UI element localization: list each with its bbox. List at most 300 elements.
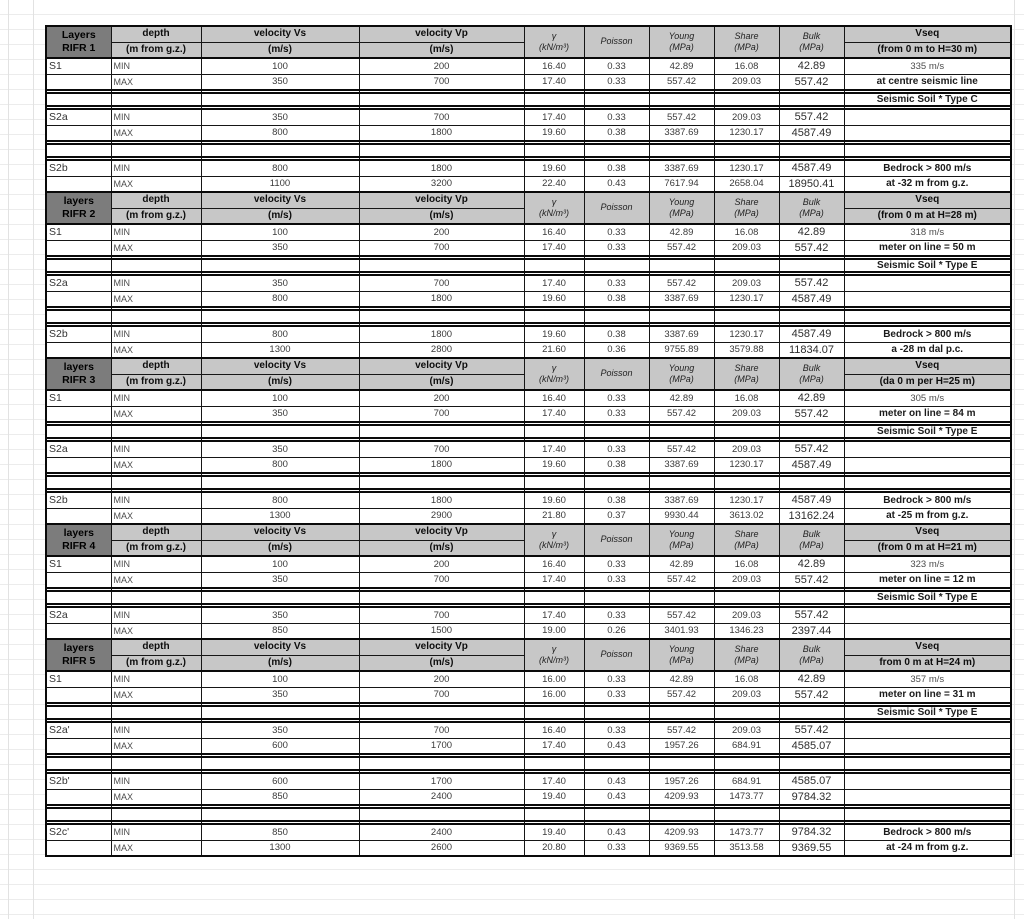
poisson-value-cell: 0.33 [584,572,649,588]
bulk-label: Bulk [802,362,821,373]
mpa-unit: (MPa) [734,655,759,665]
vs-value-cell: 350 [201,275,359,291]
blank-cell [359,93,524,106]
vs-value-cell: 100 [201,224,359,240]
min-max-cell: MAX [111,687,201,703]
header-vseq: Vseq [844,26,1011,42]
young-value-cell: 557.42 [649,109,714,125]
bulk-label: Bulk [802,196,821,207]
table-row [46,291,1011,307]
layer-name-cell [46,342,111,358]
vp-value-cell: 2400 [359,824,524,840]
table-row [46,671,1011,687]
share-value-cell: 209.03 [714,572,779,588]
table-row [46,824,1011,840]
share-value-cell: 209.03 [714,607,779,623]
bulk-value-cell: 4587.49 [779,160,844,176]
vseq-note-cell [844,738,1011,754]
table-row [46,160,1011,176]
blank-cell [584,757,649,770]
blank-cell [649,425,714,438]
blank-row [46,706,1011,719]
table-row [46,58,1011,74]
header-share [714,639,779,671]
young-value-cell: 557.42 [649,687,714,703]
poisson-value-cell: 0.26 [584,623,649,639]
vseq-note-cell [844,275,1011,291]
rifr-section-table [45,357,1012,525]
min-max-cell: MIN [111,492,201,508]
min-max-cell: MAX [111,572,201,588]
table-row [46,109,1011,125]
layer-name-cell: S2a [46,607,111,623]
blank-cell [46,757,111,770]
young-value-cell: 3387.69 [649,125,714,141]
vp-value-cell: 1800 [359,457,524,473]
rifr-section-table [45,638,1012,857]
young-value-cell: 4209.93 [649,789,714,805]
share-value-cell: 209.03 [714,441,779,457]
bulk-value-cell: 557.42 [779,607,844,623]
poisson-value-cell: 0.38 [584,326,649,342]
bulk-value-cell: 4587.49 [779,457,844,473]
header-layers-cell [46,524,111,556]
blank-cell [584,476,649,489]
gamma-value-cell: 16.40 [524,390,584,406]
share-value-cell: 209.03 [714,275,779,291]
header-young [649,26,714,58]
bulk-value-cell: 2397.44 [779,623,844,639]
blank-cell [359,591,524,604]
header-velocity-vp: velocity Vp [359,26,524,42]
young-value-cell: 9369.55 [649,840,714,856]
share-value-cell: 209.03 [714,687,779,703]
table-row [46,342,1011,358]
gamma-value-cell: 22.40 [524,176,584,192]
vseq-note-cell [844,457,1011,473]
vseq-note-cell: Seismic Soil * Type C [844,93,1011,106]
gamma-value-cell: 17.40 [524,441,584,457]
min-max-cell: MAX [111,508,201,524]
gamma-value-cell: 19.60 [524,326,584,342]
gamma-value-cell: 17.40 [524,572,584,588]
vs-value-cell: 850 [201,789,359,805]
blank-cell [584,808,649,821]
header-bulk [779,192,844,224]
blank-cell [649,310,714,323]
share-value-cell: 3613.02 [714,508,779,524]
young-value-cell: 7617.94 [649,176,714,192]
layer-name-cell: S1 [46,58,111,74]
blank-cell [649,706,714,719]
vseq-note-cell: meter on line = 50 m [844,240,1011,256]
vseq-note-cell: a -28 m dal p.c. [844,342,1011,358]
vseq-note-cell: 305 m/s [844,390,1011,406]
share-value-cell: 1230.17 [714,291,779,307]
blank-cell [46,93,111,106]
blank-cell [779,425,844,438]
header-velocity-vs: velocity Vs [201,192,359,208]
gamma-value-cell: 16.00 [524,671,584,687]
gamma-value-cell: 19.60 [524,125,584,141]
blank-cell [649,476,714,489]
table-row [46,275,1011,291]
share-value-cell: 684.91 [714,773,779,789]
vp-value-cell: 1500 [359,623,524,639]
bulk-value-cell: 557.42 [779,240,844,256]
vseq-note-cell: Seismic Soil * Type E [844,706,1011,719]
vs-value-cell: 800 [201,291,359,307]
header-vseq: Vseq [844,524,1011,540]
vseq-note-cell [844,109,1011,125]
blank-cell [714,706,779,719]
vp-value-cell: 700 [359,722,524,738]
poisson-value-cell: 0.43 [584,773,649,789]
table-row [46,508,1011,524]
min-max-cell: MIN [111,824,201,840]
bulk-value-cell: 557.42 [779,441,844,457]
layer-name-cell [46,457,111,473]
young-value-cell: 557.42 [649,607,714,623]
blank-cell [46,476,111,489]
poisson-value-cell: 0.33 [584,275,649,291]
gamma-value-cell: 17.40 [524,773,584,789]
blank-cell [714,425,779,438]
header-vp-unit: (m/s) [359,655,524,671]
blank-cell [584,310,649,323]
blank-cell [584,144,649,157]
blank-cell [201,757,359,770]
min-max-cell: MAX [111,176,201,192]
poisson-value-cell: 0.33 [584,58,649,74]
min-max-cell: MIN [111,722,201,738]
blank-cell [201,259,359,272]
vseq-note-cell: meter on line = 12 m [844,572,1011,588]
header-gamma [524,639,584,671]
bulk-value-cell: 42.89 [779,556,844,572]
gamma-value-cell: 19.00 [524,623,584,639]
gamma-unit: (kN/m³) [539,42,569,52]
grid-vertical-line [33,0,34,919]
vseq-note-cell: at -25 m from g.z. [844,508,1011,524]
blank-cell [649,591,714,604]
header-depth-unit: (m from g.z.) [111,655,201,671]
rifr-label: RIFR 3 [62,374,96,386]
header-depth: depth [111,26,201,42]
blank-cell [524,425,584,438]
layer-name-cell: S2b [46,326,111,342]
vseq-note-cell: 357 m/s [844,671,1011,687]
blank-cell [359,310,524,323]
header-poisson: Poisson [584,26,649,58]
gamma-symbol: γ [551,30,557,41]
blank-cell [714,808,779,821]
vs-value-cell: 600 [201,738,359,754]
layer-name-cell: S2b [46,492,111,508]
vs-value-cell: 600 [201,773,359,789]
header-depth-unit: (m from g.z.) [111,374,201,390]
header-gamma [524,524,584,556]
blank-cell [714,144,779,157]
young-value-cell: 3387.69 [649,291,714,307]
poisson-value-cell: 0.33 [584,390,649,406]
mpa-unit: (MPa) [669,208,694,218]
bulk-value-cell: 557.42 [779,275,844,291]
rifr-label: RIFR 4 [62,540,96,552]
blank-cell [779,476,844,489]
vs-value-cell: 800 [201,125,359,141]
min-max-cell: MIN [111,275,201,291]
header-row [46,524,1011,540]
vseq-note-cell: Bedrock > 800 m/s [844,326,1011,342]
vp-value-cell: 700 [359,240,524,256]
header-velocity-vs: velocity Vs [201,524,359,540]
bulk-value-cell: 9784.32 [779,824,844,840]
gamma-value-cell: 16.40 [524,58,584,74]
vseq-note-cell: Seismic Soil * Type E [844,425,1011,438]
gamma-value-cell: 17.40 [524,240,584,256]
layer-name-cell [46,74,111,90]
share-value-cell: 209.03 [714,722,779,738]
vp-value-cell: 200 [359,58,524,74]
vp-value-cell: 700 [359,109,524,125]
vs-value-cell: 100 [201,556,359,572]
vp-value-cell: 200 [359,390,524,406]
blank-cell [779,808,844,821]
min-max-cell: MAX [111,789,201,805]
header-velocity-vs: velocity Vs [201,639,359,655]
young-value-cell: 42.89 [649,556,714,572]
gamma-value-cell: 17.40 [524,607,584,623]
vp-value-cell: 1800 [359,160,524,176]
table-row [46,406,1011,422]
table-row [46,240,1011,256]
blank-cell [201,476,359,489]
share-label: Share [734,196,759,207]
young-value-cell: 42.89 [649,58,714,74]
layer-name-cell [46,508,111,524]
bulk-label: Bulk [802,528,821,539]
header-row [46,26,1011,42]
blank-cell [111,425,201,438]
header-vs-unit: (m/s) [201,208,359,224]
blank-cell [359,259,524,272]
gamma-value-cell: 16.40 [524,556,584,572]
vs-value-cell: 350 [201,722,359,738]
header-bulk [779,639,844,671]
young-value-cell: 557.42 [649,441,714,457]
young-value-cell: 557.42 [649,406,714,422]
share-value-cell: 209.03 [714,109,779,125]
bulk-label: Bulk [802,30,821,41]
mpa-unit: (MPa) [799,42,824,52]
gamma-value-cell: 17.40 [524,74,584,90]
vs-value-cell: 850 [201,824,359,840]
blank-cell [779,310,844,323]
layers-label: layers [63,194,94,207]
bulk-value-cell: 42.89 [779,58,844,74]
blank-row [46,310,1011,323]
blank-cell [111,144,201,157]
min-max-cell: MAX [111,406,201,422]
vseq-note-cell: Seismic Soil * Type E [844,259,1011,272]
vs-value-cell: 100 [201,58,359,74]
share-value-cell: 1230.17 [714,457,779,473]
young-value-cell: 42.89 [649,390,714,406]
vseq-note-cell [844,757,1011,770]
share-value-cell: 209.03 [714,74,779,90]
table-row [46,326,1011,342]
vs-value-cell: 100 [201,390,359,406]
header-velocity-vp: velocity Vp [359,639,524,655]
gamma-symbol: γ [551,528,557,539]
min-max-cell: MIN [111,556,201,572]
poisson-value-cell: 0.33 [584,722,649,738]
vs-value-cell: 350 [201,441,359,457]
mpa-unit: (MPa) [669,540,694,550]
vp-value-cell: 700 [359,572,524,588]
header-poisson: Poisson [584,358,649,390]
gamma-unit: (kN/m³) [539,655,569,665]
share-value-cell: 16.08 [714,556,779,572]
bulk-value-cell: 18950.41 [779,176,844,192]
header-vseq-range: (da 0 m per H=25 m) [844,374,1011,390]
blank-cell [201,706,359,719]
blank-cell [714,476,779,489]
rifr-label: RIFR 5 [62,655,96,667]
poisson-value-cell: 0.37 [584,508,649,524]
layer-name-cell [46,572,111,588]
vseq-note-cell: at -32 m from g.z. [844,176,1011,192]
vp-value-cell: 700 [359,74,524,90]
vseq-note-cell: Bedrock > 800 m/s [844,824,1011,840]
bulk-value-cell: 11834.07 [779,342,844,358]
header-row [46,192,1011,208]
min-max-cell: MIN [111,58,201,74]
vp-value-cell: 2600 [359,840,524,856]
poisson-value-cell: 0.38 [584,457,649,473]
header-depth-unit: (m from g.z.) [111,208,201,224]
blank-row [46,757,1011,770]
young-label: Young [668,528,695,539]
poisson-value-cell: 0.43 [584,176,649,192]
layers-label: Layers [61,28,96,41]
header-bulk [779,524,844,556]
bulk-value-cell: 13162.24 [779,508,844,524]
min-max-cell: MIN [111,109,201,125]
poisson-value-cell: 0.33 [584,240,649,256]
table-row [46,840,1011,856]
mpa-unit: (MPa) [734,42,759,52]
gamma-value-cell: 16.00 [524,687,584,703]
header-gamma [524,358,584,390]
vs-value-cell: 350 [201,109,359,125]
vseq-note-cell: 335 m/s [844,58,1011,74]
poisson-value-cell: 0.33 [584,109,649,125]
poisson-value-cell: 0.33 [584,224,649,240]
layer-name-cell: S2b' [46,773,111,789]
header-bulk [779,358,844,390]
mpa-unit: (MPa) [669,655,694,665]
blank-cell [359,706,524,719]
blank-cell [46,808,111,821]
gamma-unit: (kN/m³) [539,208,569,218]
mpa-unit: (MPa) [669,42,694,52]
layer-name-cell: S2a [46,275,111,291]
header-vp-unit: (m/s) [359,42,524,58]
blank-cell [649,259,714,272]
gamma-unit: (kN/m³) [539,540,569,550]
blank-cell [779,706,844,719]
mpa-unit: (MPa) [799,540,824,550]
bulk-value-cell: 4585.07 [779,738,844,754]
bulk-value-cell: 42.89 [779,224,844,240]
grid-vertical-line [8,0,9,919]
gamma-value-cell: 21.80 [524,508,584,524]
blank-cell [779,93,844,106]
poisson-value-cell: 0.33 [584,607,649,623]
blank-cell [524,310,584,323]
bulk-value-cell: 9784.32 [779,789,844,805]
vp-value-cell: 700 [359,441,524,457]
blank-cell [714,310,779,323]
layer-name-cell [46,840,111,856]
bulk-label: Bulk [802,643,821,654]
blank-cell [779,144,844,157]
vs-value-cell: 850 [201,623,359,639]
share-value-cell: 16.08 [714,224,779,240]
vp-value-cell: 200 [359,556,524,572]
vp-value-cell: 3200 [359,176,524,192]
layers-label: layers [63,360,94,373]
blank-cell [524,93,584,106]
poisson-value-cell: 0.36 [584,342,649,358]
vp-value-cell: 2800 [359,342,524,358]
header-velocity-vs: velocity Vs [201,26,359,42]
vp-value-cell: 1700 [359,738,524,754]
table-row [46,773,1011,789]
poisson-value-cell: 0.43 [584,738,649,754]
vseq-note-cell [844,291,1011,307]
min-max-cell: MIN [111,441,201,457]
mpa-unit: (MPa) [734,540,759,550]
layer-name-cell [46,738,111,754]
vseq-note-cell [844,808,1011,821]
header-young [649,524,714,556]
blank-cell [714,93,779,106]
rifr-section-table [45,25,1012,193]
gamma-value-cell: 16.40 [524,224,584,240]
min-max-cell: MAX [111,840,201,856]
mpa-unit: (MPa) [799,208,824,218]
vseq-note-cell: Bedrock > 800 m/s [844,160,1011,176]
poisson-value-cell: 0.43 [584,824,649,840]
share-value-cell: 16.08 [714,58,779,74]
young-value-cell: 9930.44 [649,508,714,524]
vseq-note-cell [844,144,1011,157]
layer-name-cell: S2a [46,441,111,457]
vs-value-cell: 350 [201,607,359,623]
young-value-cell: 42.89 [649,671,714,687]
vseq-note-cell [844,789,1011,805]
gamma-value-cell: 20.80 [524,840,584,856]
header-vseq-range: (from 0 m to H=30 m) [844,42,1011,58]
poisson-value-cell: 0.33 [584,671,649,687]
vp-value-cell: 700 [359,607,524,623]
table-row [46,125,1011,141]
layer-name-cell [46,406,111,422]
header-share [714,192,779,224]
